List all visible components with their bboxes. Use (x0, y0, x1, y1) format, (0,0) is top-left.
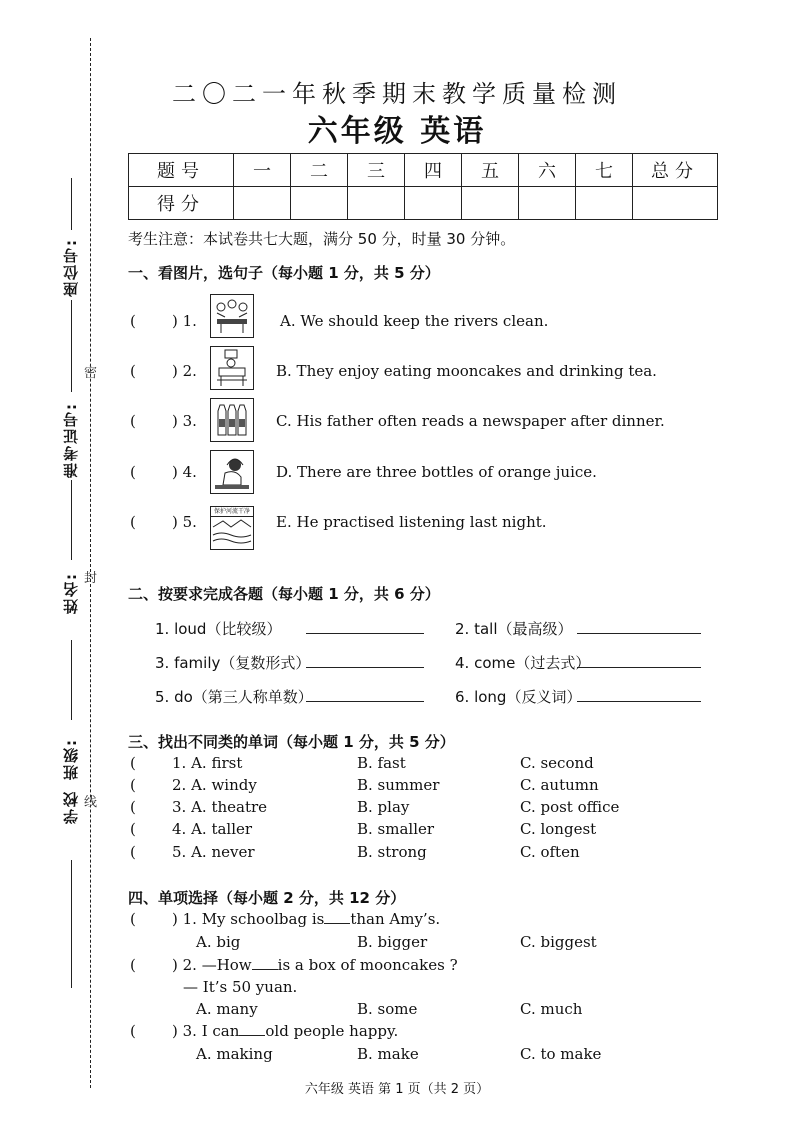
seal-feng: 封 (84, 571, 98, 586)
exam-subject: 六年级 英语 (307, 114, 487, 149)
header-cell: 总分 (633, 154, 718, 187)
odd-one-b: B. play (357, 798, 410, 816)
seat-label: 座位号: (62, 238, 80, 297)
school-label: 学校 (62, 790, 80, 824)
option-b: B. bigger (357, 933, 428, 951)
odd-one-c: C. second (520, 754, 594, 772)
answer-blank[interactable] (306, 633, 424, 634)
option-a: A. making (196, 1045, 273, 1063)
item-number: ) 5. (172, 513, 197, 531)
item-number: ) 4. (172, 463, 197, 481)
odd-one-b: B. fast (357, 754, 406, 772)
score-cell (519, 187, 576, 220)
section1-title: 一、看图片，选句子（每小题 1 分，共 5 分） (128, 264, 440, 282)
juice-bottles-icon (210, 398, 254, 442)
answer-blank[interactable] (306, 701, 424, 702)
exam-no-label: 准考证号: (62, 402, 80, 478)
odd-one-b: B. summer (357, 776, 440, 794)
odd-one-c: C. autumn (520, 776, 599, 794)
school-blank (71, 860, 72, 988)
odd-one-a: 4. A. taller (172, 820, 253, 838)
sentence-d: D. There are three bottles of orange juice. (276, 463, 597, 481)
question-1: ) 1. My schoolbag is than Amy’s. (172, 910, 441, 928)
score-cell (633, 187, 718, 220)
option-c: C. biggest (520, 933, 597, 951)
score-table (128, 153, 718, 220)
header-cell: 六 (519, 154, 576, 187)
option-c: C. to make (520, 1045, 602, 1063)
question-3: ) 3. I can old people happy. (172, 1022, 399, 1040)
section4-title: 四、单项选择（每小题 2 分，共 12 分） (128, 889, 406, 907)
answer-blank[interactable] (577, 633, 701, 634)
name-label: 姓名: (62, 572, 80, 614)
question-2-reply: — It’s 50 yuan. (183, 978, 298, 996)
binding-dashed-line (90, 38, 91, 1088)
transform-item: 3. family（复数形式） (155, 654, 311, 672)
score-cell (462, 187, 519, 220)
transform-item: 5. do（第三人称单数） (155, 688, 313, 706)
score-cell (405, 187, 462, 220)
item-number: ) 3. (172, 412, 197, 430)
header-cell: 二 (291, 154, 348, 187)
option-b: B. some (357, 1000, 418, 1018)
answer-blank[interactable] (306, 667, 424, 668)
section2-title: 二、按要求完成各题（每小题 1 分，共 6 分） (128, 585, 440, 603)
option-a: A. big (196, 933, 241, 951)
item-number: ) 2. (172, 362, 197, 380)
transform-item: 4. come（过去式） (455, 654, 591, 672)
family-dinner-icon (210, 294, 254, 338)
sentence-e: E. He practised listening last night. (276, 513, 547, 531)
transform-item: 1. loud（比较级） (155, 620, 282, 638)
answer-blank[interactable] (577, 667, 701, 668)
section3-title: 三、找出不同类的单词（每小题 1 分，共 5 分） (128, 733, 455, 751)
question-2: ) 2. —How is a box of mooncakes ? (172, 956, 458, 974)
transform-item: 2. tall（最高级） (455, 620, 573, 638)
man-reading-icon (210, 346, 254, 390)
header-cell: 题号 (129, 154, 234, 187)
score-cell (291, 187, 348, 220)
answer-blank[interactable] (577, 701, 701, 702)
header-cell: 七 (576, 154, 633, 187)
odd-one-a: 2. A. windy (172, 776, 257, 794)
sentence-b: B. They enjoy eating mooncakes and drinking tea. (276, 362, 657, 380)
header-cell: 四 (405, 154, 462, 187)
odd-one-a: 1. A. first (172, 754, 243, 772)
notice: 考生注意：本试卷共七大题，满分 50 分，时量 30 分钟。 (128, 230, 516, 248)
odd-one-c: C. longest (520, 820, 597, 838)
header-cell: 一 (234, 154, 291, 187)
sentence-c: C. His father often reads a newspaper after dinner. (276, 412, 665, 430)
exam-title: 二〇二一年秋季期末教学质量检测 (172, 80, 622, 108)
seal-mi: 密 (84, 366, 98, 381)
seal-xian: 线 (84, 795, 98, 810)
exam-no-blank (71, 300, 72, 392)
option-c: C. much (520, 1000, 583, 1018)
seat-blank (71, 178, 72, 230)
class-label: 班级: (62, 738, 80, 780)
river-sign-icon (210, 506, 254, 550)
sentence-a: A. We should keep the rivers clean. (280, 312, 549, 330)
listening-headphones-icon (210, 450, 254, 494)
odd-one-a: 3. A. theatre (172, 798, 268, 816)
score-cell (576, 187, 633, 220)
header-cell: 三 (348, 154, 405, 187)
odd-one-a: 5. A. never (172, 843, 255, 861)
score-cell (234, 187, 291, 220)
score-cell (348, 187, 405, 220)
odd-one-b: B. smaller (357, 820, 435, 838)
name-blank (71, 480, 72, 560)
item-number: ) 1. (172, 312, 197, 330)
transform-item: 6. long（反义词） (455, 688, 582, 706)
header-cell: 五 (462, 154, 519, 187)
option-b: B. make (357, 1045, 419, 1063)
odd-one-c: C. post office (520, 798, 620, 816)
score-row-label: 得分 (129, 187, 234, 220)
sign-text: 保护河流干净 (211, 507, 253, 517)
odd-one-c: C. often (520, 843, 580, 861)
odd-one-b: B. strong (357, 843, 427, 861)
class-blank (71, 640, 72, 720)
option-a: A. many (196, 1000, 258, 1018)
page-footer: 六年级 英语 第 1 页（共 2 页） (304, 1082, 490, 1097)
